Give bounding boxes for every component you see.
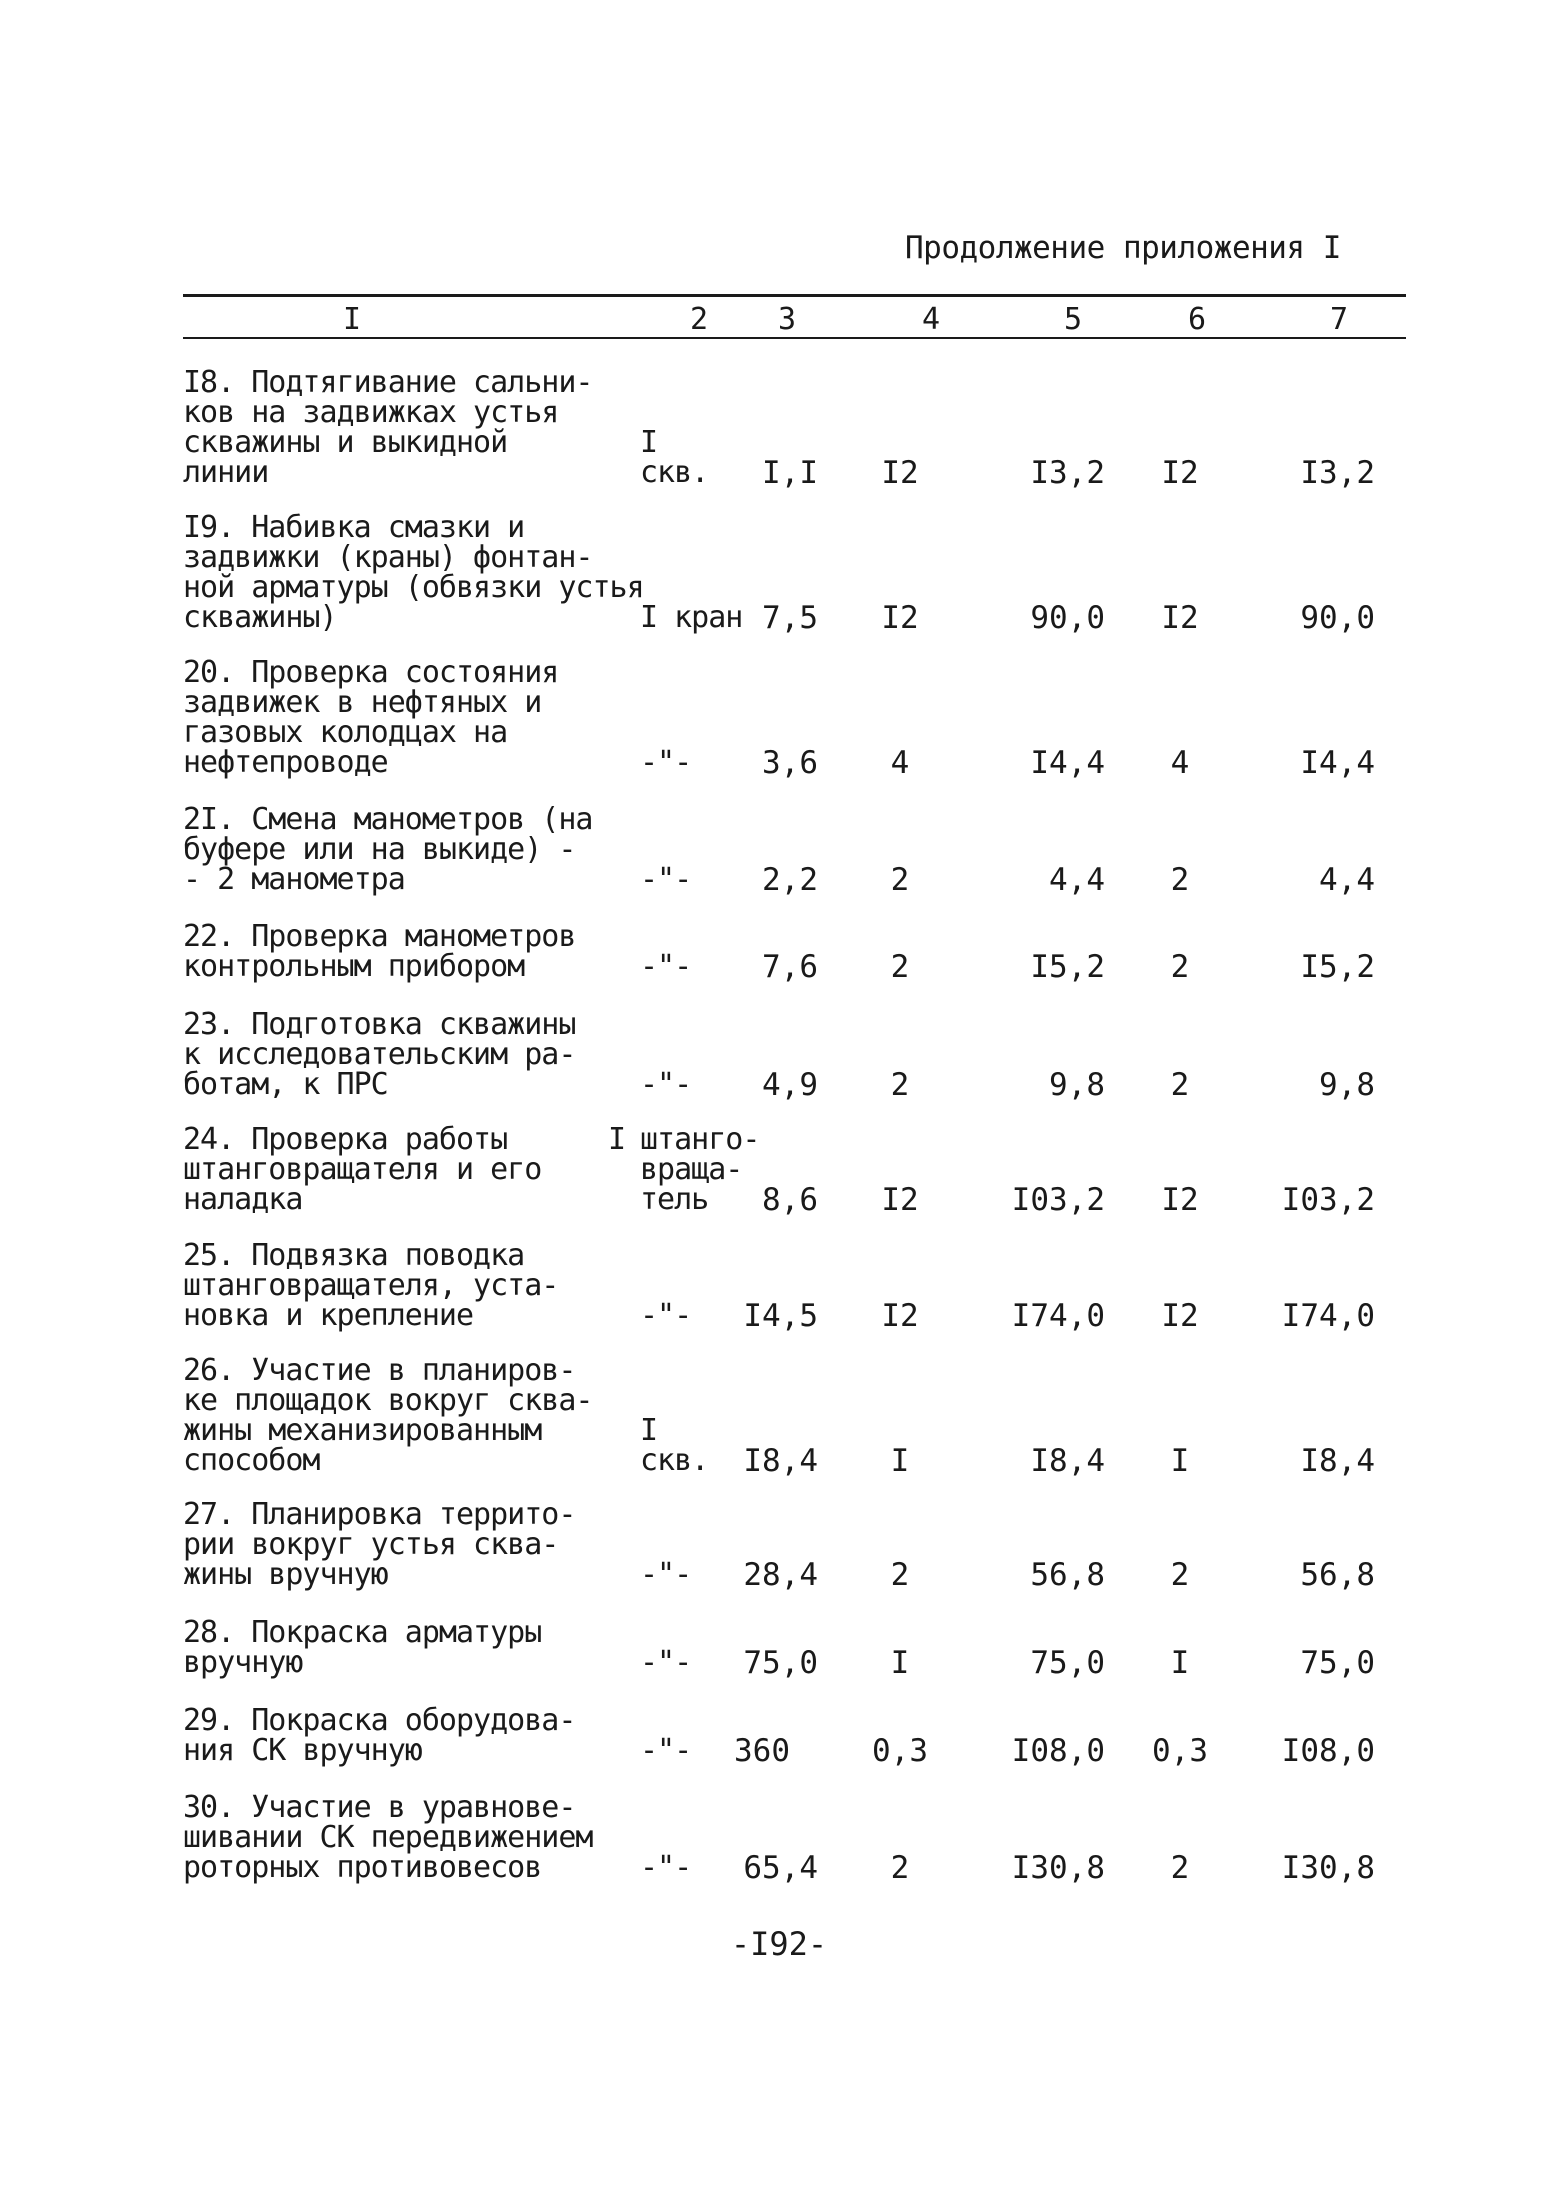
- row-col7: I8,4: [1300, 1443, 1375, 1479]
- row-col6: 2: [1170, 1557, 1190, 1593]
- row-col4: 0,3: [872, 1733, 928, 1769]
- row-col7: I30,8: [1281, 1850, 1375, 1886]
- row-col3: I4,5: [743, 1298, 818, 1334]
- row-col4: 2: [890, 862, 910, 898]
- row-description: 27. Планировка террито- рии вокруг устья сква- жины вручную: [183, 1497, 576, 1592]
- row-col3: I8,4: [743, 1443, 818, 1479]
- row-col6: 2: [1170, 949, 1190, 985]
- row-col7: 90,0: [1300, 600, 1375, 636]
- column-number-2: 2: [690, 302, 709, 337]
- table-header-rule: [183, 337, 1406, 339]
- row-unit: -"-: [640, 1298, 692, 1333]
- row-col5: 75,0: [1030, 1645, 1105, 1681]
- row-unit: -"-: [640, 1733, 692, 1768]
- row-col7: I4,4: [1300, 745, 1375, 781]
- row-col4: 2: [890, 949, 910, 985]
- column-number-3: 3: [778, 302, 797, 337]
- row-unit: -"-: [640, 1645, 692, 1680]
- row-col6: 0,3: [1152, 1733, 1208, 1769]
- row-unit: I скв.: [640, 1413, 709, 1478]
- row-unit: -"-: [640, 1850, 692, 1885]
- table-top-rule: [183, 294, 1406, 297]
- row-col5: 9,8: [1049, 1067, 1105, 1103]
- row-unit: I кран: [640, 600, 743, 635]
- row-col6: I2: [1161, 1298, 1199, 1334]
- row-col5: I5,2: [1030, 949, 1105, 985]
- row-col5: 90,0: [1030, 600, 1105, 636]
- row-description: I9. Набивка смазки и задвижки (краны) фонтан- ной арматуры (обвязки устья скважины): [183, 510, 644, 635]
- row-col3: 360: [734, 1733, 790, 1769]
- row-col5: I3,2: [1030, 455, 1105, 491]
- row-col5: I74,0: [1011, 1298, 1105, 1334]
- row-col4: I2: [881, 1298, 919, 1334]
- row-col4: I2: [881, 1182, 919, 1218]
- row-col6: I2: [1161, 1182, 1199, 1218]
- row-col6: I2: [1161, 455, 1199, 491]
- continuation-header: Продолжение приложения I: [905, 230, 1341, 266]
- column-number-4: 4: [922, 302, 941, 337]
- row-col3: 4,9: [762, 1067, 818, 1103]
- page-number: -I92-: [730, 1925, 828, 1963]
- row-col7: I3,2: [1300, 455, 1375, 491]
- row-col7: 75,0: [1300, 1645, 1375, 1681]
- column-number-1: I: [343, 302, 362, 337]
- row-col5: 56,8: [1030, 1557, 1105, 1593]
- row-col7: 56,8: [1300, 1557, 1375, 1593]
- row-unit: -"-: [640, 745, 692, 780]
- row-col5: I4,4: [1030, 745, 1105, 781]
- row-col4: I2: [881, 455, 919, 491]
- row-col7: I03,2: [1281, 1182, 1375, 1218]
- row-unit: I скв.: [640, 425, 709, 490]
- row-col7: I08,0: [1281, 1733, 1375, 1769]
- row-col3: I,I: [762, 455, 818, 491]
- row-col4: 2: [890, 1850, 910, 1886]
- row-col3: 28,4: [743, 1557, 818, 1593]
- row-col4: 2: [890, 1067, 910, 1103]
- row-unit: -"-: [640, 949, 692, 984]
- row-col5: I8,4: [1030, 1443, 1105, 1479]
- row-col3: 7,5: [762, 600, 818, 636]
- row-col6: I: [1170, 1645, 1190, 1681]
- row-description: 26. Участие в планиров- ке площадок вокруг сква- жины механизированным способом: [183, 1353, 593, 1478]
- row-unit: -"-: [640, 862, 692, 897]
- row-description: 24. Проверка работы штанговращателя и его наладка: [183, 1122, 542, 1217]
- row-col7: I5,2: [1300, 949, 1375, 985]
- row-col3: 8,6: [762, 1182, 818, 1218]
- row-col3: 2,2: [762, 862, 818, 898]
- row-col4: I: [890, 1645, 910, 1681]
- row-col4: I: [890, 1443, 910, 1479]
- row-col3: 75,0: [743, 1645, 818, 1681]
- column-number-7: 7: [1330, 302, 1349, 337]
- row-description: 29. Покраска оборудова- ния СК вручную: [183, 1703, 576, 1768]
- row-col6: 2: [1170, 1067, 1190, 1103]
- row-col6: 4: [1170, 745, 1190, 781]
- row-col5: I08,0: [1011, 1733, 1105, 1769]
- row-col3: 3,6: [762, 745, 818, 781]
- column-number-6: 6: [1188, 302, 1207, 337]
- row-description: 25. Подвязка поводка штанговращателя, уста- новка и крепление: [183, 1238, 559, 1333]
- row-col7: I74,0: [1281, 1298, 1375, 1334]
- row-col4: 4: [890, 745, 910, 781]
- row-col4: I2: [881, 600, 919, 636]
- row-description: 22. Проверка манометров контрольным прибором: [183, 919, 576, 984]
- row-unit: -"-: [640, 1557, 692, 1592]
- row-col5: 4,4: [1049, 862, 1105, 898]
- row-col7: 9,8: [1319, 1067, 1375, 1103]
- row-col7: 4,4: [1319, 862, 1375, 898]
- row-col5: I03,2: [1011, 1182, 1105, 1218]
- row-description: 23. Подготовка скважины к исследовательским ра- ботам, к ПРС: [183, 1007, 576, 1102]
- row-unit-prefix: I: [608, 1122, 626, 1157]
- row-col4: 2: [890, 1557, 910, 1593]
- row-description: 28. Покраска арматуры вручную: [183, 1615, 542, 1680]
- row-unit: штанго- враща- тель: [640, 1122, 760, 1217]
- row-col6: 2: [1170, 862, 1190, 898]
- row-description: 20. Проверка состояния задвижек в нефтяных и газовых колодцах на нефтепроводе: [183, 655, 559, 780]
- row-col5: I30,8: [1011, 1850, 1105, 1886]
- row-col6: 2: [1170, 1850, 1190, 1886]
- row-col6: I: [1170, 1443, 1190, 1479]
- row-description: I8. Подтягивание сальни- ков на задвижках устья скважины и выкидной линии: [183, 365, 593, 490]
- row-col6: I2: [1161, 600, 1199, 636]
- row-unit: -"-: [640, 1067, 692, 1102]
- column-number-5: 5: [1064, 302, 1083, 337]
- row-col3: 7,6: [762, 949, 818, 985]
- row-col3: 65,4: [743, 1850, 818, 1886]
- row-description: 2I. Смена манометров (на буфере или на выкиде) - - 2 манометра: [183, 802, 593, 897]
- row-description: 30. Участие в уравнове- шивании СК передвижением роторных противовесов: [183, 1790, 593, 1885]
